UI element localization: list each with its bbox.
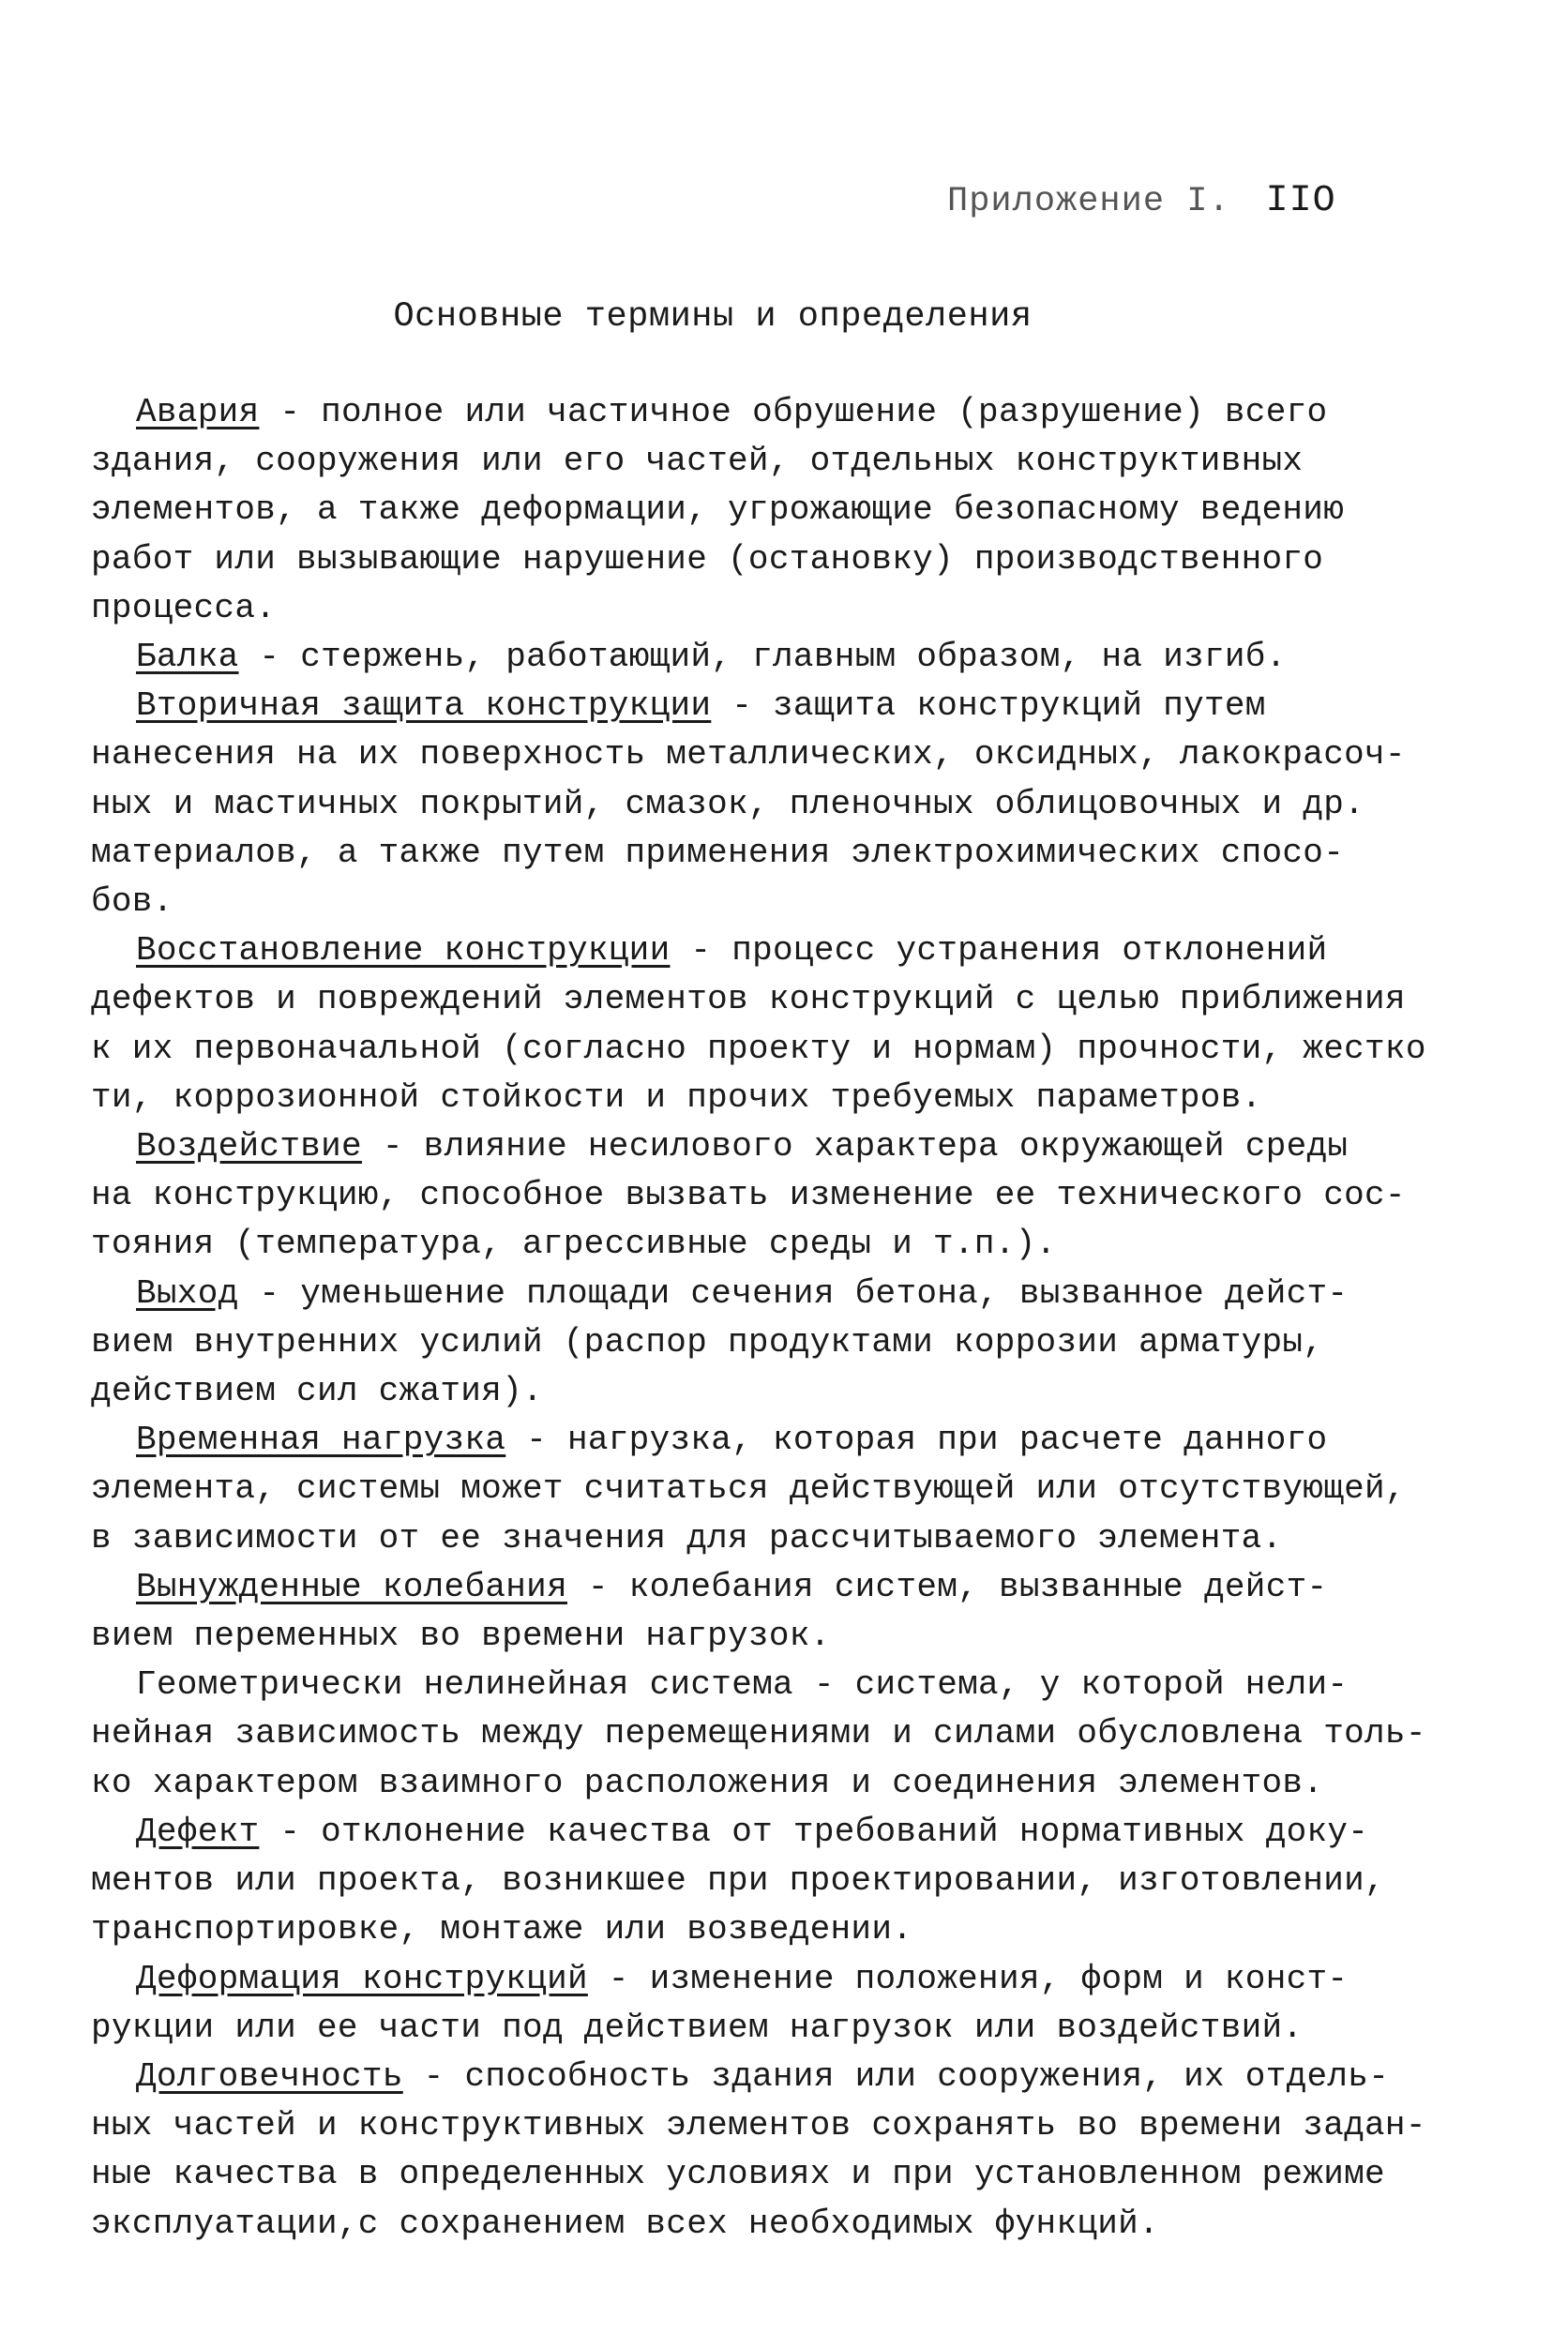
glossary-term: Воздействие [136,1127,362,1166]
definition-text: рукции или ее части под действием нагрузок или воздействий. [91,2008,1304,2047]
glossary-term: Авария [136,393,260,431]
definition-text: ментов или проекта, возникшее при проектировании, изготовлении, [91,1861,1385,1901]
text-line [91,2101,1426,2150]
definition-text: - стержень, работающий, главным образом, на изгиб. [238,638,1287,677]
glossary-entry [91,388,1449,633]
glossary-term: Выход [136,1273,239,1313]
text-line [91,437,1406,486]
definition-text: - способность здания или сооружения, их отдель- [402,2056,1390,2096]
definition-text: нейная зависимость между перемещениями и силами обусловлена толь- [91,1714,1426,1754]
text-line [91,1465,1406,1513]
definition-text: - полное или частичное обрушение (разрушение) всего [259,393,1328,431]
glossary-entry [91,1122,1449,1270]
text-line [136,1808,1449,1857]
glossary-term: Долговечность [136,2056,403,2096]
definition-text: ных и мастичных покрытий, смазок, пленочных облицовочных и др. [91,784,1365,823]
appendix-label: Приложение I. [947,182,1230,221]
text-line [91,780,1406,829]
definition-text: - уменьшение площади сечения бетона, вызванное дейст- [238,1273,1349,1313]
text-line [91,1171,1406,1220]
glossary-entry [91,926,1449,1122]
definition-text: - защита конструкций путем [711,686,1266,726]
glossary-term: Вынужденные колебания [136,1567,567,1606]
text-line [91,1318,1406,1367]
definition-text: здания, сооружения или его частей, отдельных конструктивных [91,442,1304,481]
text-line [136,1270,1449,1318]
definition-text: - колебания систем, вызванные дейст- [566,1567,1328,1606]
glossary-term: Вторичная защита конструкции [136,686,712,726]
text-line [136,1416,1449,1465]
definition-text: эксплуатации,с сохранением всех необходимых функций. [91,2204,1159,2243]
glossary-entry [91,1270,1449,1417]
glossary-term: Дефект [136,1812,260,1851]
glossary-entry [91,1661,1449,1808]
text-line [91,1367,1406,1416]
text-line [91,1074,1406,1122]
definition-text: нанесения на их поверхность металлических, оксидных, лакокрасоч- [91,735,1406,775]
glossary-body [91,388,1449,2249]
definition-text: элементов, а также деформации, угрожающие безопасному ведению [91,490,1345,530]
glossary-term: Балка [136,638,239,677]
page-header [947,180,1336,222]
glossary-term: Деформация конструкций [136,1959,588,1998]
text-line [91,584,1406,633]
definition-text: - процесс устранения отклонений [670,931,1328,971]
glossary-entry [91,2053,1449,2249]
text-line [136,633,1449,682]
text-line [91,878,1406,926]
definition-text: ко характером взаимного расположения и соединения элементов. [91,1763,1324,1802]
glossary-entry [136,633,1449,682]
text-line [136,682,1449,730]
definition-text: в зависимости от ее значения для рассчитываемого элемента. [91,1518,1283,1558]
definition-text: материалов, а также путем применения электрохимических спосо- [91,833,1345,872]
page-number: IIO [1265,180,1336,222]
text-line [136,1955,1449,2004]
definition-text: бов. [91,882,173,922]
definition-text: ных частей и конструктивных элементов сохранять во времени задан- [91,2106,1426,2145]
glossary-entry [91,1808,1449,1955]
text-line [91,2004,1406,2053]
glossary-entry [91,1563,1449,1661]
definition-text: элемента, системы может считаться действующей или отсутствующей, [91,1469,1406,1509]
text-line [91,1220,1406,1269]
text-line [91,1905,1406,1954]
definition-text: дефектов и повреждений элементов конструкций с целью приближения [91,980,1406,1019]
definition-text: тояния (температура, агрессивные среды и т.п.). [91,1225,1057,1264]
text-line [136,388,1449,437]
text-line [91,535,1406,584]
definition-text: - влияние несилового характера окружающей среды [361,1127,1349,1166]
definition-text: процесса. [91,588,277,627]
definition-text: ные качества в определенных условиях и при установленном режиме [91,2155,1385,2194]
text-line [91,1709,1426,1758]
definition-text: работ или вызывающие нарушение (остановку) производственного [91,539,1324,579]
text-line [91,1514,1406,1563]
definition-text: - изменение положения, форм и конст- [587,1959,1349,1998]
section-title: Основные термины и определения [393,297,1033,337]
definition-text: к их первоначальной (согласно проекту и нормам) прочности, жестко [91,1029,1426,1068]
text-line [91,1759,1406,1808]
definition-text: действием сил сжатия). [91,1372,543,1411]
definition-text: вием внутренних усилий (распор продуктами коррозии арматуры, [91,1322,1324,1362]
definition-text: транспортировке, монтаже или возведении. [91,1910,913,1949]
text-line [136,1122,1449,1171]
text-line [91,730,1406,779]
glossary-term: Восстановление конструкции [136,931,671,971]
glossary-entry [91,1416,1449,1563]
text-line [91,1612,1406,1661]
text-line [91,1857,1406,1905]
text-line [136,1563,1449,1612]
definition-text: Геометрически нелинейная система - система, у которой нели- [136,1665,1349,1705]
text-line [91,2150,1406,2199]
text-line [91,2200,1406,2249]
text-line [136,1661,1449,1709]
text-line [91,829,1406,878]
text-line [91,486,1406,534]
text-line [91,1025,1426,1074]
glossary-entry [91,682,1449,926]
glossary-term: Временная нагрузка [136,1421,506,1460]
text-line [136,926,1449,975]
text-line [136,2053,1449,2101]
definition-text: ти, коррозионной стойкости и прочих требуемых параметров. [91,1077,1262,1117]
definition-text: - нагрузка, которая при расчете данного [505,1421,1328,1460]
glossary-entry [91,1955,1449,2053]
definition-text: вием переменных во времени нагрузок. [91,1617,831,1656]
definition-text: на конструкцию, способное вызвать изменение ее технического сос- [91,1176,1406,1215]
text-line [91,975,1406,1024]
definition-text: - отклонение качества от требований нормативных доку- [259,1812,1369,1851]
